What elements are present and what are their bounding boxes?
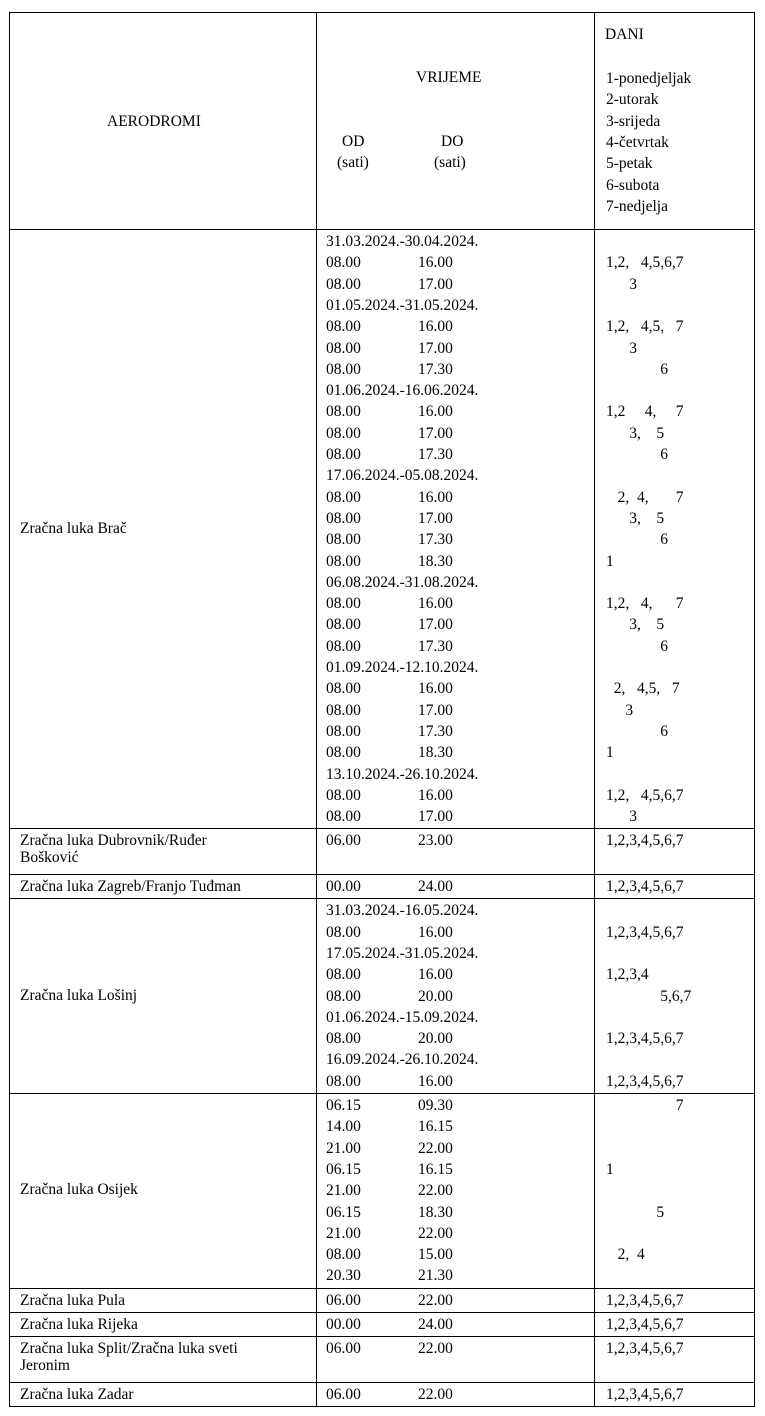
period-range: 16.09.2024.-26.10.2024. <box>326 1051 479 1069</box>
days-list: 1,2,3,4,5,6,7 <box>606 878 684 895</box>
days-list: 1,2, 4,5, 7 <box>606 318 684 336</box>
time-from: 08.00 <box>326 923 361 941</box>
time-to: 21.30 <box>418 1267 453 1285</box>
time-from: 08.00 <box>326 808 361 826</box>
days-list: 3, 5 <box>606 509 665 527</box>
days-list: 3, 5 <box>606 424 665 442</box>
time-from: 08.00 <box>326 424 361 442</box>
time-to: 23.00 <box>418 832 453 850</box>
time-from: 00.00 <box>326 1316 361 1333</box>
airport-name: Zračna luka Zagreb/Franjo Tuđman <box>20 878 241 895</box>
time-from: 06.15 <box>326 1097 361 1114</box>
time-from: 08.00 <box>326 509 361 527</box>
time-to: 18.30 <box>418 1203 453 1221</box>
time-from: 06.00 <box>326 1340 361 1358</box>
days-list: 6 <box>606 722 668 740</box>
time-from: 08.00 <box>326 987 361 1005</box>
time-to: 22.00 <box>418 1182 453 1200</box>
days-list: 1,2, 4,5,6,7 <box>606 254 684 272</box>
time-from: 21.00 <box>326 1182 361 1200</box>
header-od: OD <box>342 133 365 150</box>
time-to: 22.00 <box>418 1340 453 1358</box>
time-to: 17.30 <box>418 637 453 655</box>
days-list: 1,2,3,4,5,6,7 <box>606 1340 684 1358</box>
time-from: 06.00 <box>326 832 361 850</box>
days-list: 2, 4 <box>606 1246 645 1264</box>
time-to: 09.30 <box>418 1097 453 1114</box>
time-from: 08.00 <box>326 595 361 613</box>
time-from: 08.00 <box>326 1030 361 1048</box>
time-to: 22.00 <box>418 1291 453 1309</box>
time-from: 08.00 <box>326 339 361 357</box>
table-rule-h <box>9 12 755 13</box>
time-to: 17.00 <box>418 616 453 634</box>
header-do-unit: (sati) <box>434 154 466 171</box>
airport-name: Zračna luka Split/Zračna luka sveti <box>20 1340 238 1358</box>
time-to: 15.00 <box>418 1246 453 1264</box>
airport-name: Zračna luka Osijek <box>20 1181 138 1199</box>
time-from: 08.00 <box>326 722 361 740</box>
days-list: 1,2, 4,5,6,7 <box>606 786 684 804</box>
days-list: 5,6,7 <box>606 987 692 1005</box>
time-to: 17.30 <box>418 531 453 549</box>
airport-name: Zračna luka Zadar <box>20 1385 134 1403</box>
dani-legend-item: 2-utorak <box>606 91 659 109</box>
period-range: 01.09.2024.-12.10.2024. <box>326 659 479 676</box>
days-list: 1,2,3,4,5,6,7 <box>606 1316 684 1333</box>
days-list: 6 <box>606 446 668 463</box>
time-to: 20.00 <box>418 987 453 1005</box>
time-to: 16.00 <box>418 786 453 804</box>
table-rule-h <box>9 1336 755 1337</box>
period-range: 06.08.2024.-31.08.2024. <box>326 573 479 591</box>
time-to: 17.00 <box>418 808 453 826</box>
time-from: 08.00 <box>326 552 361 570</box>
header-dani: DANI <box>605 26 644 43</box>
days-list: 2, 4,5, 7 <box>606 680 680 698</box>
table-rule-h <box>9 1312 755 1313</box>
days-list: 1 <box>606 744 614 762</box>
table-rule-h <box>9 1288 755 1289</box>
table-rule-h <box>9 1406 755 1407</box>
dani-legend-item: 1-ponedjeljak <box>606 70 692 87</box>
time-from: 08.00 <box>326 1246 361 1264</box>
airport-name: Zračna luka Pula <box>20 1291 126 1309</box>
time-from: 08.00 <box>326 637 361 655</box>
time-from: 06.15 <box>326 1203 361 1221</box>
dani-legend-item: 4-četvrtak <box>606 133 669 151</box>
time-from: 08.00 <box>326 531 361 549</box>
time-from: 08.00 <box>326 488 361 506</box>
days-list: 6 <box>606 360 668 378</box>
airport-name: Zračna luka Rijeka <box>20 1316 138 1333</box>
time-from: 20.30 <box>326 1267 361 1285</box>
table-rule-h <box>9 828 755 829</box>
period-range: 01.05.2024.-31.05.2024. <box>326 296 479 314</box>
time-from: 08.00 <box>326 254 361 272</box>
days-list: 1 <box>606 1160 614 1178</box>
period-range: 17.06.2024.-05.08.2024. <box>326 467 479 485</box>
time-to: 16.15 <box>418 1118 453 1136</box>
table-rule-h <box>9 898 755 899</box>
dani-legend-item: 6-subota <box>606 176 660 194</box>
period-range: 13.10.2024.-26.10.2024. <box>326 765 479 783</box>
time-from: 08.00 <box>326 403 361 421</box>
time-to: 17.30 <box>418 722 453 740</box>
days-list: 1,2 4, 7 <box>606 403 684 421</box>
time-from: 08.00 <box>326 616 361 634</box>
time-to: 16.00 <box>418 254 453 272</box>
days-list: 3 <box>606 808 637 826</box>
table-rule-h <box>9 1093 755 1094</box>
time-to: 17.30 <box>418 446 453 463</box>
time-to: 24.00 <box>418 878 453 895</box>
time-to: 16.00 <box>418 680 453 698</box>
table-rule-v <box>594 12 595 1407</box>
airport-name: Zračna luka Brač <box>20 519 127 537</box>
time-to: 16.00 <box>418 966 453 984</box>
header-vrijeme: VRIJEME <box>416 69 482 86</box>
time-to: 22.00 <box>418 1224 453 1242</box>
time-to: 20.00 <box>418 1030 453 1048</box>
time-to: 24.00 <box>418 1316 453 1333</box>
days-list: 1,2, 4, 7 <box>606 595 684 613</box>
days-list: 6 <box>606 637 668 655</box>
days-list: 3 <box>606 275 637 293</box>
days-list: 1,2,3,4,5,6,7 <box>606 1385 684 1403</box>
time-from: 06.00 <box>326 1385 361 1403</box>
header-od-unit: (sati) <box>337 154 369 171</box>
time-to: 16.00 <box>418 488 453 506</box>
time-to: 17.00 <box>418 275 453 293</box>
time-to: 18.30 <box>418 552 453 570</box>
time-to: 16.00 <box>418 923 453 941</box>
dani-legend-item: 3-srijeda <box>606 112 661 130</box>
time-from: 06.15 <box>326 1160 361 1178</box>
time-from: 06.00 <box>326 1291 361 1309</box>
header-do: DO <box>441 133 464 150</box>
time-from: 21.00 <box>326 1224 361 1242</box>
table-rule-v <box>316 12 317 1407</box>
days-list: 5 <box>606 1203 665 1221</box>
time-to: 16.00 <box>418 595 453 613</box>
time-to: 22.00 <box>418 1139 453 1157</box>
time-to: 17.00 <box>418 701 453 719</box>
time-to: 16.00 <box>418 403 453 421</box>
dani-legend-item: 5-petak <box>606 155 653 173</box>
days-list: 3 <box>606 701 634 719</box>
header-aerodromi: AERODROMI <box>107 113 201 130</box>
time-from: 08.00 <box>326 275 361 293</box>
table-rule-h <box>9 1382 755 1383</box>
days-list: 3, 5 <box>606 616 665 634</box>
table-rule-v <box>9 12 10 1407</box>
days-list: 1,2,3,4,5,6,7 <box>606 1072 684 1090</box>
days-list: 7 <box>606 1097 684 1114</box>
time-from: 08.00 <box>326 446 361 463</box>
time-to: 22.00 <box>418 1385 453 1403</box>
time-from: 00.00 <box>326 878 361 895</box>
time-from: 08.00 <box>326 701 361 719</box>
days-list: 1,2,3,4,5,6,7 <box>606 1291 684 1309</box>
time-to: 17.30 <box>418 360 453 378</box>
days-list: 1,2,3,4,5,6,7 <box>606 832 684 850</box>
table-rule-v <box>754 12 755 1407</box>
table-rule-h <box>9 874 755 875</box>
dani-legend-item: 7-nedjelja <box>606 197 668 215</box>
airport-name: Bošković <box>20 848 79 866</box>
days-list: 1,2,3,4 <box>606 966 649 984</box>
time-from: 14.00 <box>326 1118 361 1136</box>
time-from: 08.00 <box>326 360 361 378</box>
table-rule-h <box>9 229 755 230</box>
days-list: 1,2,3,4,5,6,7 <box>606 923 684 941</box>
time-to: 17.00 <box>418 509 453 527</box>
time-to: 17.00 <box>418 424 453 442</box>
time-to: 16.00 <box>418 318 453 336</box>
days-list: 6 <box>606 531 668 549</box>
period-range: 17.05.2024.-31.05.2024. <box>326 944 479 962</box>
airport-name: Zračna luka Lošinj <box>20 986 138 1004</box>
period-range: 31.03.2024.-16.05.2024. <box>326 902 479 920</box>
time-from: 08.00 <box>326 318 361 336</box>
time-from: 08.00 <box>326 680 361 698</box>
time-from: 08.00 <box>326 966 361 984</box>
airport-name: Jeronim <box>20 1356 70 1374</box>
days-list: 3 <box>606 339 637 357</box>
days-list: 2, 4, 7 <box>606 488 684 506</box>
time-to: 18.30 <box>418 744 453 762</box>
days-list: 1 <box>606 552 614 570</box>
time-to: 16.15 <box>418 1160 453 1178</box>
time-from: 08.00 <box>326 786 361 804</box>
time-from: 21.00 <box>326 1139 361 1157</box>
period-range: 31.03.2024.-30.04.2024. <box>326 233 479 250</box>
time-to: 16.00 <box>418 1072 453 1090</box>
time-to: 17.00 <box>418 339 453 357</box>
days-list: 1,2,3,4,5,6,7 <box>606 1030 684 1048</box>
period-range: 01.06.2024.-15.09.2024. <box>326 1008 479 1026</box>
period-range: 01.06.2024.-16.06.2024. <box>326 382 479 400</box>
airport-name: Zračna luka Dubrovnik/Ruđer <box>20 832 207 850</box>
time-from: 08.00 <box>326 744 361 762</box>
time-from: 08.00 <box>326 1072 361 1090</box>
